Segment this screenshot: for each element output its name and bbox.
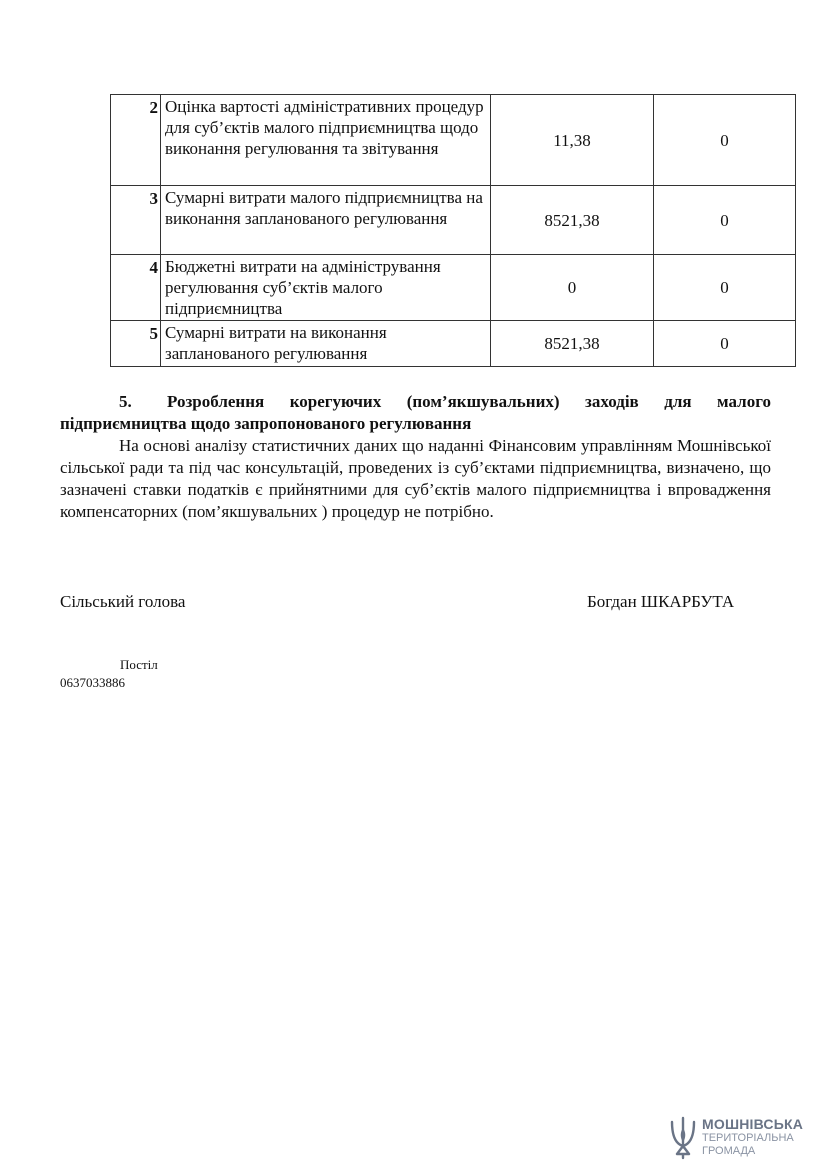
- table-row: [111, 255, 796, 321]
- executor-block: [60, 656, 158, 692]
- signature-name: Богдан ШКАРБУТА: [587, 592, 735, 611]
- row-description: Сумарні витрати на виконання запланованого регулювання: [161, 321, 491, 367]
- section-number: 5.: [119, 392, 132, 411]
- signature-position: Сільський голова: [60, 592, 186, 611]
- row-description: Оцінка вартості адміністративних процедур для суб’єктів малого підприємництва щодо виконання регулювання та звітування: [161, 95, 491, 186]
- table-row: [111, 186, 796, 255]
- section-body: На основі аналізу статистичних даних що наданні Фінансовим управлінням Мошнівської сільської ради та під час консультацій, проведених із суб’єктами підприємництва, визначено, що зазначені ставки податків є прийнятними для суб’єктів малого підприємництва і впровадження компенсаторних (пом’якшувальних ) процедур не потрібно.: [60, 436, 771, 521]
- logo-line-2: ТЕРИТОРІАЛЬНА: [702, 1132, 794, 1144]
- logo-line-1: МОШНІВСЬКА: [702, 1116, 804, 1132]
- section-title: Розроблення корегуючих (пом’якшувальних) заходів для малого підприємництва щодо запропонованого регулювання: [60, 392, 771, 433]
- logo-line-3: ГРОМАДА: [702, 1145, 756, 1157]
- row-number: 2: [111, 95, 161, 186]
- row-value-current: 0: [491, 255, 654, 321]
- costs-table: [110, 94, 796, 367]
- row-description: Сумарні витрати малого підприємництва на виконання запланованого регулювання: [161, 186, 491, 255]
- row-value-current: 8521,38: [491, 186, 654, 255]
- table-row: [111, 321, 796, 367]
- row-value-current: 11,38: [491, 95, 654, 186]
- row-description: Бюджетні витрати на адміністрування регулювання суб’єктів малого підприємництва: [161, 255, 491, 321]
- row-value-other: 0: [654, 321, 796, 367]
- row-value-other: 0: [654, 255, 796, 321]
- row-value-other: 0: [654, 186, 796, 255]
- executor-name: Постіл: [120, 657, 158, 672]
- row-value-other: 0: [654, 95, 796, 186]
- row-value-current: 8521,38: [491, 321, 654, 367]
- row-number: 5: [111, 321, 161, 367]
- community-logo: [668, 1116, 808, 1160]
- row-number: 3: [111, 186, 161, 255]
- trident-icon: [668, 1116, 698, 1160]
- section-heading: [60, 391, 771, 435]
- section-5: [60, 391, 771, 523]
- row-number: 4: [111, 255, 161, 321]
- table-row: [111, 95, 796, 186]
- executor-phone: 0637033886: [60, 675, 125, 690]
